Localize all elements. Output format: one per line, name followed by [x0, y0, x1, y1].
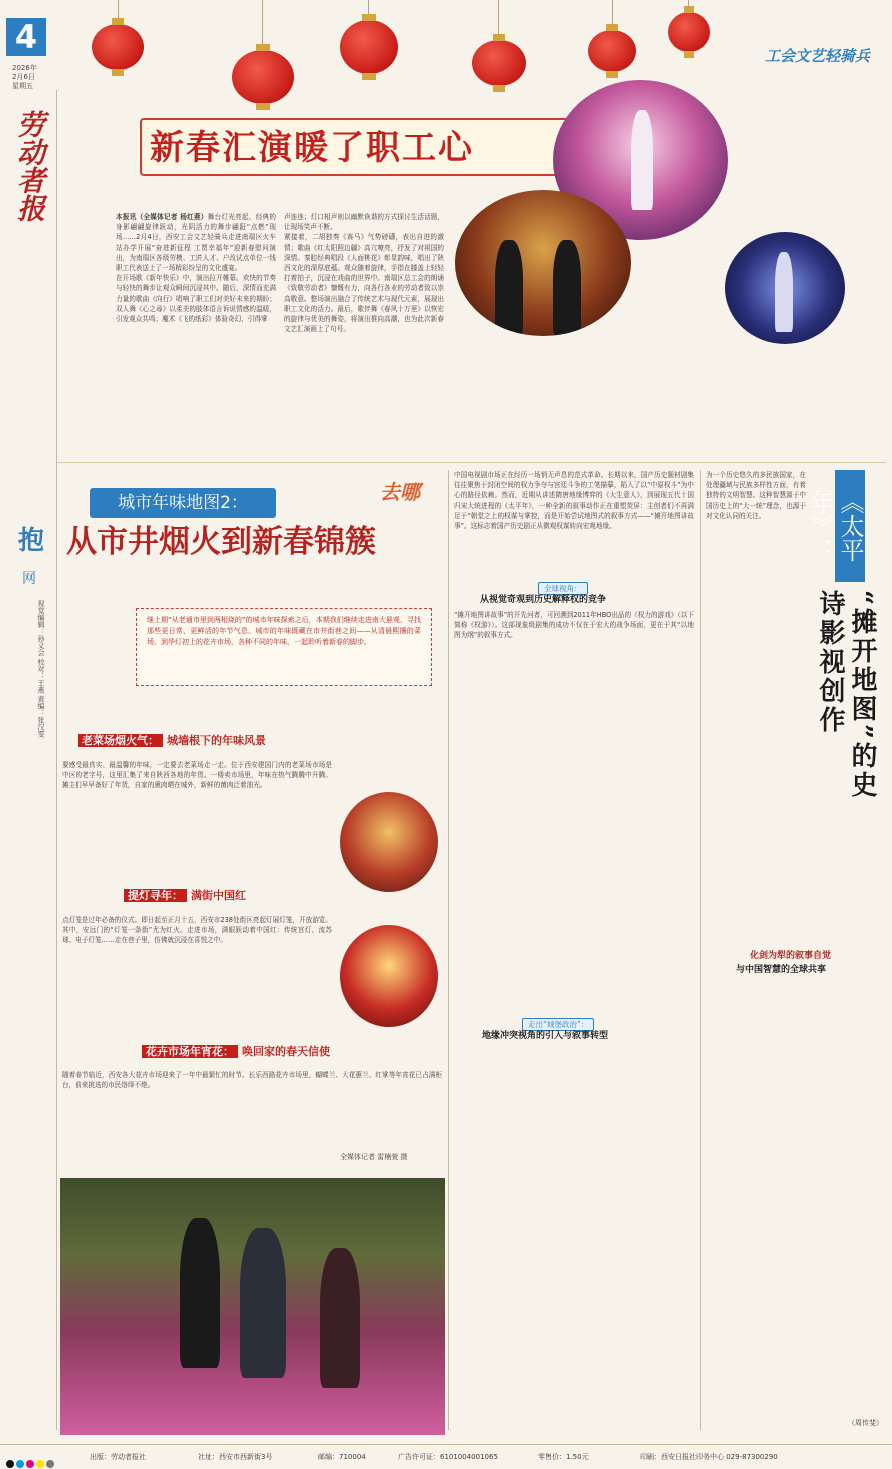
page-number: 4: [6, 18, 46, 56]
footer-postcode: 邮编：710004: [318, 1453, 366, 1461]
feature-subtitle-global: 从视觉奇观到历史解释权的竞争: [480, 595, 607, 605]
top-story-para1: 舞台灯光亮起，经典的身影翩翩旋律跃动，光阴活力的舞步翩跹“点燃”现场……2月4日，西安工会文艺轻骑兵走进南瑞区火车站办学开展“奋进新征程 工贾幸福年”迎新春慰问演出，为南瑞区各级劳模、工匠人才、户改试点单位一线职工代表送上了一场精彩纷呈的文化盛宴。: [116, 213, 276, 273]
publish-day: 2月6日: [12, 73, 35, 81]
section-divider: [56, 462, 886, 463]
top-story-col2: [284, 212, 444, 382]
footer-publisher: 出版：劳动者报社: [90, 1453, 146, 1461]
feature-col1-intro: 中国电视剧市场正在经历一场悄无声息的范式革命。长期以来，国产历史题材剧集往往聚焦于封闭空间的权力争夺与宫廷斗争的工笔描摹，陷入了以“中原权斗”为中心的路径依赖。然而，近期从讲述隋唐地缘博弈的《大生意人》，到展现五代十国归宋大统进程的《太平年》，一种全新的叙事动作正在重塑荧屏：主创者们不再满足于“朝堂之上的权谋与掌控，而是开始尝试地图式的叙事方式——“摊开地图讲故事”。这标志着国产历史剧正从微观权谋转向宏观地缘。: [454, 471, 694, 531]
feature-title: “摊开地图”的史诗影视创作: [815, 590, 877, 800]
section-desc: 满街中国红: [191, 889, 246, 902]
section-label: 老菜场烟火气：: [78, 734, 163, 747]
column-divider: [448, 470, 449, 1430]
feature-subtitle-sword: 与中国智慧的全球共享: [736, 965, 827, 975]
photo-credit: 全媒体记者 雷楠萱 摄: [340, 1153, 408, 1161]
column-divider: [56, 90, 57, 1430]
footer-price: 零售价：1.50元: [538, 1453, 589, 1461]
top-story-para4: 紧接着，二胡独奏《赛马》气势磅礴，表出自进的激情；歌曲《红太阳照边疆》高亢嘹亮，抒发了对祖国的深情。秦腔经典唱段《人面桃花》彰显韵味，唱出了陕西文化的深厚底蕴。观众随着旋律，手指在膝盖上轻轻打着拍子，沉浸在戏曲的世界中。南瑞区总工会的朗诵《致敬劳动者》慷慨有力，向各行各业的劳动者致以崇高敬意。整场演出融合了传统艺术与现代元素，展现出职工文化的活力。最后，歌伴舞《春风十万里》以恢宏的旋律与优美的舞姿，将演出推向高潮，也为此次新春文艺汇演画上了句号。: [284, 233, 444, 334]
section-desc: 唤回家的春天信使: [242, 1045, 330, 1058]
dancer-photo: [725, 232, 845, 344]
feature-tag: 《太平年》：: [835, 470, 865, 582]
column-divider: [700, 470, 701, 1430]
intro-text: 继上期“从老通市里到两相烧的”的城市年味探索之后，本期我们继续走进南大悬观，寻找那些更日常，更鲜活的年节气息。城市的年味既藏在市井街巷之间——从清晨熙攘的菜场，到华灯初上的花卉市场，各种不同的年味，一起聆听着新春的脚步。: [147, 616, 421, 646]
sidebar-brand: 抱: [18, 526, 45, 556]
feature-col1-body: “摊开地图讲故事”的开先河者，可回溯到2011年HBO出品的《权力的游戏》（以下简称《权游》）。这部现象级剧集的成功不仅在于宏大的战争场面，更在于其“以地图为纲”的叙事方式。: [454, 611, 694, 640]
masthead: 劳动者报: [13, 110, 46, 222]
publish-date: [12, 64, 37, 91]
editors-credit: 视觉编辑：孙义会 校对：王燕 责编：张汉雯: [37, 600, 45, 738]
map-story-logo: 去哪: [380, 480, 420, 504]
section-heading-market: [78, 733, 266, 749]
footer-printer: 印刷：西安日报社印务中心 029-87300290: [640, 1453, 778, 1461]
lantern-photo: [340, 925, 438, 1027]
section-label: 提灯寻年：: [124, 889, 187, 902]
footer-address: 社址：西安市西新街3号: [198, 1453, 273, 1461]
footer-license: 广告许可证：6101004001065: [398, 1453, 498, 1461]
feature-col2-body: 为一个历史悠久的多民族国家，在处理疆域与民族多样性方面，有着独特的文明智慧。这种智慧源于中国历史上的“大一统”理念，也源于对文化认同的关注。: [706, 471, 806, 520]
top-headline: 新春汇演暖了职工心: [150, 128, 474, 168]
map-story-title: 从市井烟火到新春锦簇: [66, 524, 376, 560]
top-story-col1: [116, 212, 276, 420]
publish-year: 2026年: [12, 64, 37, 72]
section-logo: 工会文艺轻骑兵: [765, 48, 871, 65]
map-story-subtitle: 城市年味地图2：: [90, 488, 276, 518]
market-photo: [340, 792, 438, 892]
comedians-photo: [455, 190, 631, 336]
section-heading-flowers: [142, 1044, 330, 1060]
feature-subtitle-castle: 地缘冲突视角的引入与叙事转型: [482, 1031, 609, 1041]
section-label: 花卉市场年宵花：: [142, 1045, 238, 1058]
top-story-para2: 在开场歌《新年快乐》中，演出拉开帷幕。欢快的节奏与轻快的舞步让观众瞬间沉浸其中。随后，深情而充满力量的歌曲《向行》唱响了职工们对美好未来的期盼；双人舞《心之尋》以柔美的肢体语言诉说情感的温暖，引发观众共鸣；魔术《飞的纸彩》体验奇幻，引得掌: [116, 274, 276, 324]
feature-author: （周传斐）: [848, 1419, 883, 1427]
color-registration-marks: [6, 1453, 56, 1469]
section-heading-lanterns: [124, 888, 246, 904]
top-story-byline: 本报讯（全媒体记者 杨红燕）: [116, 213, 208, 221]
section-desc: 城墙根下的年味风景: [167, 734, 266, 747]
feature-label-global: 全球视角：: [538, 582, 588, 595]
feature-label-sword: 化剑为犁的叙事自觉: [750, 951, 832, 961]
feature-label-castle: 走出“城堡政治”：: [522, 1018, 594, 1031]
sidebar-brand-sub: 网: [22, 571, 36, 587]
top-story-para3: 声连连；灯口相声则以幽默诙谐的方式探讨生活话题，让现场笑声不断。: [284, 213, 444, 232]
publish-weekday: 星期五: [12, 82, 33, 90]
intro-box: [136, 608, 432, 686]
market-text: 要感受最真实、最温馨的年味，一定要去老菜场走一走。位于西安建国门内的老菜场市场是中区的老字号，这里汇集了来自陕西各地的年货。一楼卖市场里，年味在热气腾腾中升腾。摊主们早早备好了年货，自家的熏肉晒在城外，新鲜的菌肉泛着油光。: [62, 761, 332, 790]
flower-text: 随着春节临近，西安各大花卉市场迎来了一年中最繁忙的时节。长乐西路花卉市场里，蝴蝶兰、大花蕙兰、红掌等年宵花已占满柜台，前来挑选的市民络绎不绝。: [62, 1071, 442, 1090]
page-footer: [0, 1444, 892, 1469]
lantern-text: 点灯笼是过年必备的仪式。即日起至正月十五，西安市238处街区亮起灯展灯笼，开放游览。其中，安远门的“灯笼一条街”尤为红火。走进市场，满眼跃动着中国红：传统宫灯、流苏球、电子灯笼……走在巷子里，仿佛就沉浸在喜悦之中。: [62, 916, 332, 945]
flower-market-photo: [60, 1178, 445, 1435]
